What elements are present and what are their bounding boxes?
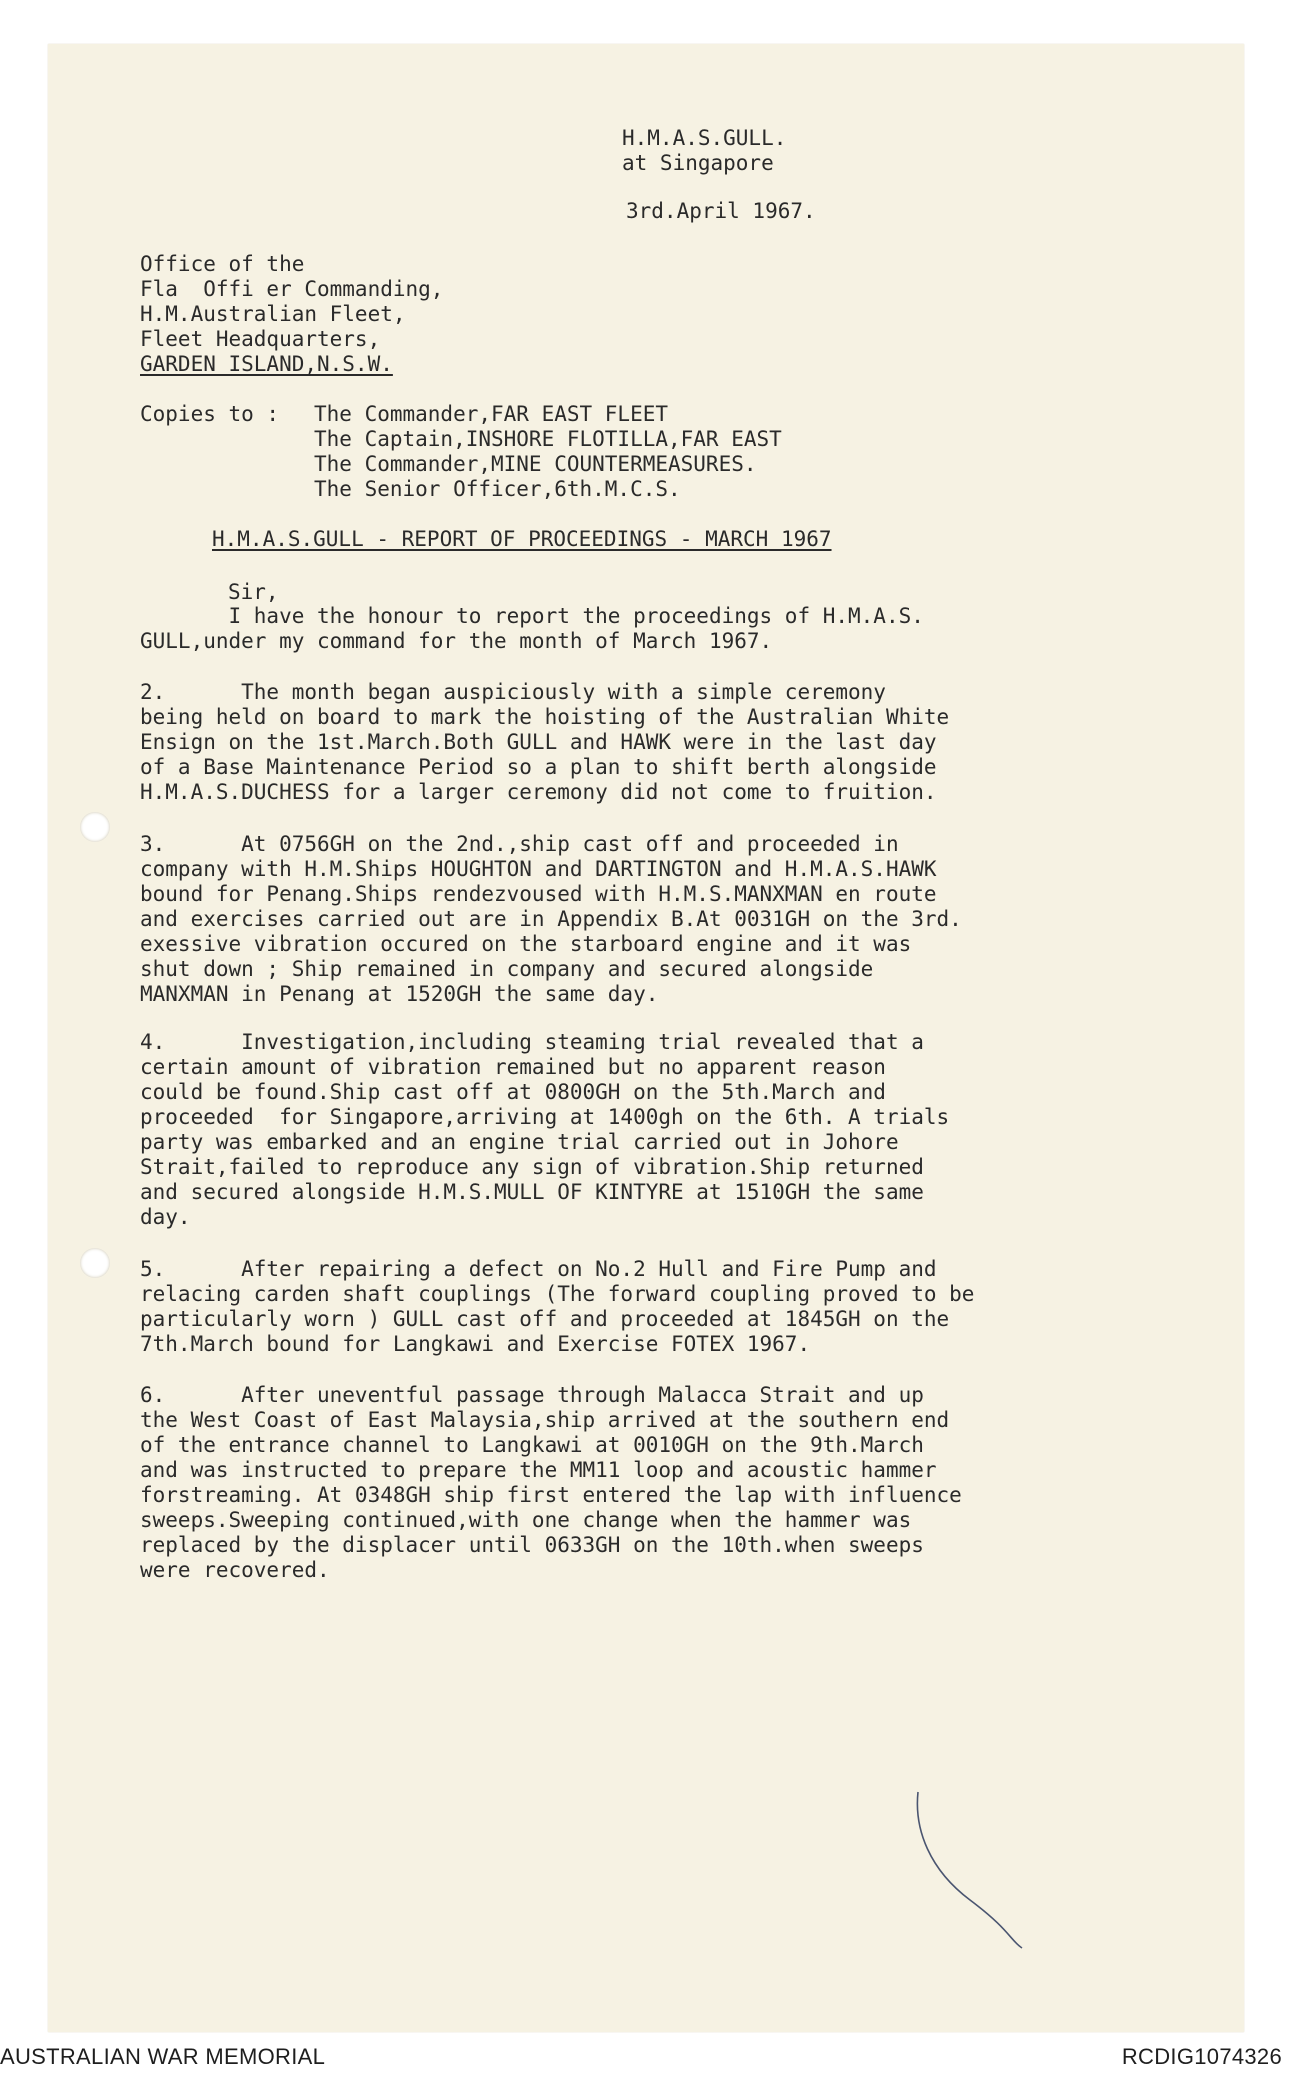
- address-line: Fleet Headquarters,: [140, 327, 381, 351]
- paragraph-line: bound for Penang.Ships rendezvoused with H.M.S.MANXMAN en route: [140, 882, 937, 906]
- paragraph-line: and was instructed to prepare the MM11 loop and acoustic hammer: [140, 1458, 937, 1482]
- paragraph-line: 6. After uneventful passage through Malacca Strait and up: [140, 1383, 924, 1407]
- paragraph-line: 3. At 0756GH on the 2nd.,ship cast off and proceeded in: [140, 832, 899, 856]
- paragraph-line: forstreaming. At 0348GH ship first entered the lap with influence: [140, 1483, 962, 1507]
- salutation: Sir,: [228, 580, 279, 604]
- paragraph-line: Strait,failed to reproduce any sign of vibration.Ship returned: [140, 1155, 924, 1179]
- paragraph-line: sweeps.Sweeping continued,with one change when the hammer was: [140, 1508, 912, 1532]
- paragraph-line: 7th.March bound for Langkawi and Exercise FOTEX 1967.: [140, 1332, 811, 1356]
- paragraph-line: of the entrance channel to Langkawi at 0010GH on the 9th.March: [140, 1433, 924, 1457]
- paragraph-line: 2. The month began auspiciously with a simple ceremony: [140, 680, 886, 704]
- copies-recipient: The Senior Officer,6th.M.C.S.: [314, 477, 681, 501]
- report-title: H.M.A.S.GULL - REPORT OF PROCEEDINGS - MARCH 1967: [212, 527, 832, 551]
- paragraph-line: the West Coast of East Malaysia,ship arrived at the southern end: [140, 1408, 950, 1432]
- address-line: H.M.Australian Fleet,: [140, 302, 406, 326]
- paragraph-line: GULL,under my command for the month of March 1967.: [140, 629, 773, 653]
- copies-recipient: The Commander,FAR EAST FLEET: [314, 402, 669, 426]
- address-line: Fla Offi er Commanding,: [140, 277, 444, 301]
- footer-archive-name: AUSTRALIAN WAR MEMORIAL: [0, 2044, 326, 2069]
- header-location: at Singapore: [622, 151, 774, 175]
- address-last-line: GARDEN ISLAND,N.S.W.: [140, 352, 393, 376]
- paragraph-line: company with H.M.Ships HOUGHTON and DARTINGTON and H.M.A.S.HAWK: [140, 857, 937, 881]
- paragraph-line: of a Base Maintenance Period so a plan to shift berth alongside: [140, 755, 937, 779]
- paragraph-line: party was embarked and an engine trial carried out in Johore: [140, 1130, 899, 1154]
- punch-hole-bottom: [80, 1248, 110, 1278]
- copies-recipient: The Captain,INSHORE FLOTILLA,FAR EAST: [314, 427, 782, 451]
- paragraph-line: day.: [140, 1205, 191, 1229]
- copies-label: Copies to :: [140, 402, 280, 426]
- paragraph-line: were recovered.: [140, 1558, 330, 1582]
- paragraph-line: 5. After repairing a defect on No.2 Hull and Fire Pump and: [140, 1257, 937, 1281]
- paragraph-line: and exercises carried out are in Appendix B.At 0031GH on the 3rd.: [140, 907, 962, 931]
- copies-recipient: The Commander,MINE COUNTERMEASURES.: [314, 452, 757, 476]
- paragraph-line: H.M.A.S.DUCHESS for a larger ceremony did not come to fruition.: [140, 780, 937, 804]
- paragraph-line: could be found.Ship cast off at 0800GH on the 5th.March and: [140, 1080, 886, 1104]
- paragraph-line: relacing carden shaft couplings (The forward coupling proved to be: [140, 1282, 975, 1306]
- paragraph-line: proceeded for Singapore,arriving at 1400gh on the 6th. A trials: [140, 1105, 950, 1129]
- punch-hole-top: [80, 812, 110, 842]
- address-line: Office of the: [140, 252, 305, 276]
- paragraph-line: exessive vibration occured on the starboard engine and it was: [140, 932, 912, 956]
- pen-stroke-mark: [910, 1790, 1030, 1950]
- header-date: 3rd.April 1967.: [626, 199, 816, 223]
- paragraph-line: certain amount of vibration remained but no apparent reason: [140, 1055, 886, 1079]
- paragraph-line: particularly worn ) GULL cast off and proceeded at 1845GH on the: [140, 1307, 950, 1331]
- paragraph-line: shut down ; Ship remained in company and secured alongside: [140, 957, 874, 981]
- footer-record-id: RCDIG1074326: [1121, 2044, 1282, 2069]
- paragraph-line: and secured alongside H.M.S.MULL OF KINTYRE at 1510GH the same: [140, 1180, 924, 1204]
- paragraph-line: being held on board to mark the hoisting of the Australian White: [140, 705, 950, 729]
- paragraph-line: 4. Investigation,including steaming trial revealed that a: [140, 1030, 924, 1054]
- paragraph-line: MANXMAN in Penang at 1520GH the same day.: [140, 982, 659, 1006]
- paragraph-line: I have the honour to report the proceedings of H.M.A.S.: [140, 604, 924, 628]
- paragraph-line: Ensign on the 1st.March.Both GULL and HAWK were in the last day: [140, 730, 937, 754]
- header-ship: H.M.A.S.GULL.: [622, 126, 787, 150]
- paragraph-line: replaced by the displacer until 0633GH on the 10th.when sweeps: [140, 1533, 924, 1557]
